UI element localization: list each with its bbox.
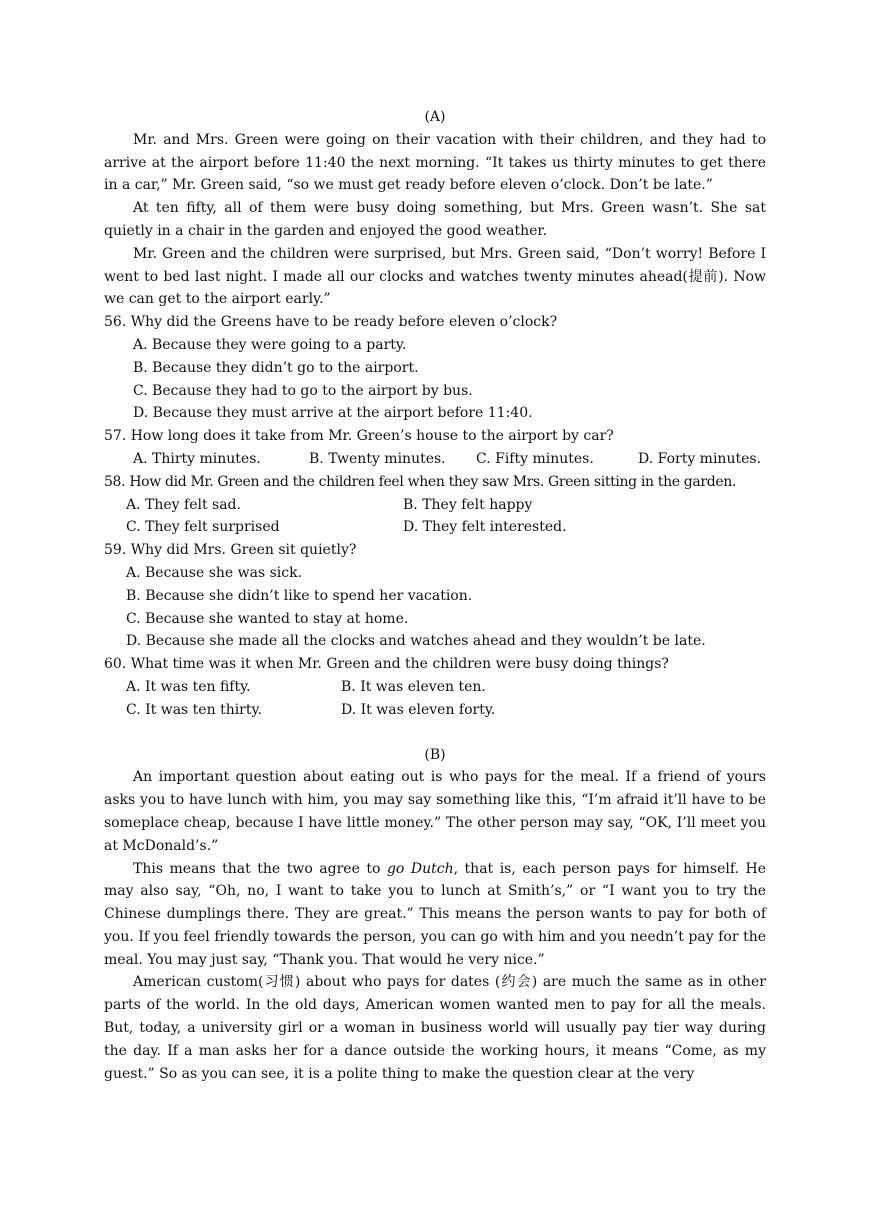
option-b: B. Because they didn’t go to the airport. [133, 359, 419, 376]
option-a: A. Because she was sick. [126, 564, 303, 581]
option-a: A. Because they were going to a party. [133, 336, 407, 353]
option-d: D. Forty minutes. [638, 450, 762, 467]
options-row [104, 676, 766, 699]
question-stem: 57. How long does it take from Mr. Green’s house to the airport by car? [104, 428, 614, 445]
passage-a-paragraph-3: Mr. Green and the children were surprised, but Mrs. Green said, “Don’t worry! Before I went to bed last night. I made all our clocks and watches twenty minutes ahead(提前). Now we can get to the airport early.” [104, 245, 766, 308]
passage-a-paragraph-2: At ten fifty, all of them were busy doing something, but Mrs. Green wasn’t. She sat quietly in a chair in the garden and enjoyed the good weather. [104, 200, 766, 239]
options-row [104, 448, 766, 471]
question-stem: 58. How did Mr. Green and the children feel when they saw Mrs. Green sitting in the garden. [104, 473, 737, 490]
question-stem: 60. What time was it when Mr. Green and the children were busy doing things? [104, 656, 669, 673]
option-c: C. They felt surprised [126, 519, 280, 536]
option-a: A. They felt sad. [126, 496, 241, 513]
paragraph-text: This means that the two agree to [133, 860, 387, 877]
question-59 [104, 539, 766, 653]
option-a: A. Thirty minutes. [133, 450, 261, 467]
options-row [104, 699, 766, 722]
option-c: C. It was ten thirty. [126, 701, 263, 718]
option-d: D. Because they must arrive at the airport before 11:40. [133, 405, 533, 422]
options-row [104, 516, 766, 539]
section-a-title: (A) [424, 109, 446, 125]
section-b-title: (B) [424, 746, 446, 763]
passage-a-paragraph-1: Mr. and Mrs. Green were going on their vacation with their children, and they had to arrive at the airport before 11:40 the next morning. “It takes us thirty minutes to get there in a car,” Mr. Green said, “so we must get ready before eleven o’clock. Don’t be late.” [104, 131, 766, 194]
options-row [104, 494, 766, 517]
exam-page [104, 106, 766, 1085]
option-d: D. Because she made all the clocks and watches ahead and they wouldn’t be late. [126, 633, 706, 650]
option-d: D. It was eleven forty. [341, 701, 496, 718]
option-c: C. Because she wanted to stay at home. [126, 610, 409, 627]
option-b: B. Twenty minutes. [309, 450, 446, 467]
question-stem: 59. Why did Mrs. Green sit quietly? [104, 542, 357, 559]
option-d: D. They felt interested. [403, 519, 567, 536]
option-b: B. It was eleven ten. [341, 678, 486, 695]
question-57 [104, 425, 766, 471]
section-spacer [104, 722, 766, 744]
passage-b-paragraph-3: American custom(习惯) about who pays for dates (约会) are much the same as in other parts of the world. In the old days, American women wanted men to pay for all the meals. But, today, a university girl or a woman in business world will usually pay tier way during the day. If a man asks her for a dance outside the working hours, it means “Come, as my guest.” So as you can see, it is a polite thing to make the question clear at the very [104, 974, 766, 1082]
option-c: C. Fifty minutes. [476, 450, 594, 467]
option-a: A. It was ten fifty. [126, 678, 251, 695]
question-58 [104, 471, 766, 539]
question-60 [104, 653, 766, 721]
question-stem: 56. Why did the Greens have to be ready before eleven o’clock? [104, 314, 558, 331]
emphasized-term: go Dutch [386, 860, 454, 877]
passage-b-paragraph-2 [104, 858, 766, 972]
option-c: C. Because they had to go to the airport by bus. [133, 382, 473, 399]
passage-b-paragraph-1: An important question about eating out is who pays for the meal. If a friend of yours asks you to have lunch with him, you may say something like this, “I’m afraid it’ll have to be someplace cheap, because I have little money.” The other person may say, “OK, I’ll meet you at McDonald’s.” [104, 769, 766, 854]
option-b: B. They felt happy [403, 496, 533, 513]
option-b: B. Because she didn’t like to spend her vacation. [126, 587, 473, 604]
paragraph-text: , that is, each person pays for himself. He may also say, “Oh, no, I want to take you to lunch at Smith’s,” or “I want you to try the Chinese dumplings there. They are great.” This means the person wants to pay for both of you. If you feel friendly towards the person, you can go with him and you needn’t pay for the meal. You may just say, “Thank you. That would he very nice.” [104, 860, 767, 968]
question-56 [104, 311, 766, 425]
